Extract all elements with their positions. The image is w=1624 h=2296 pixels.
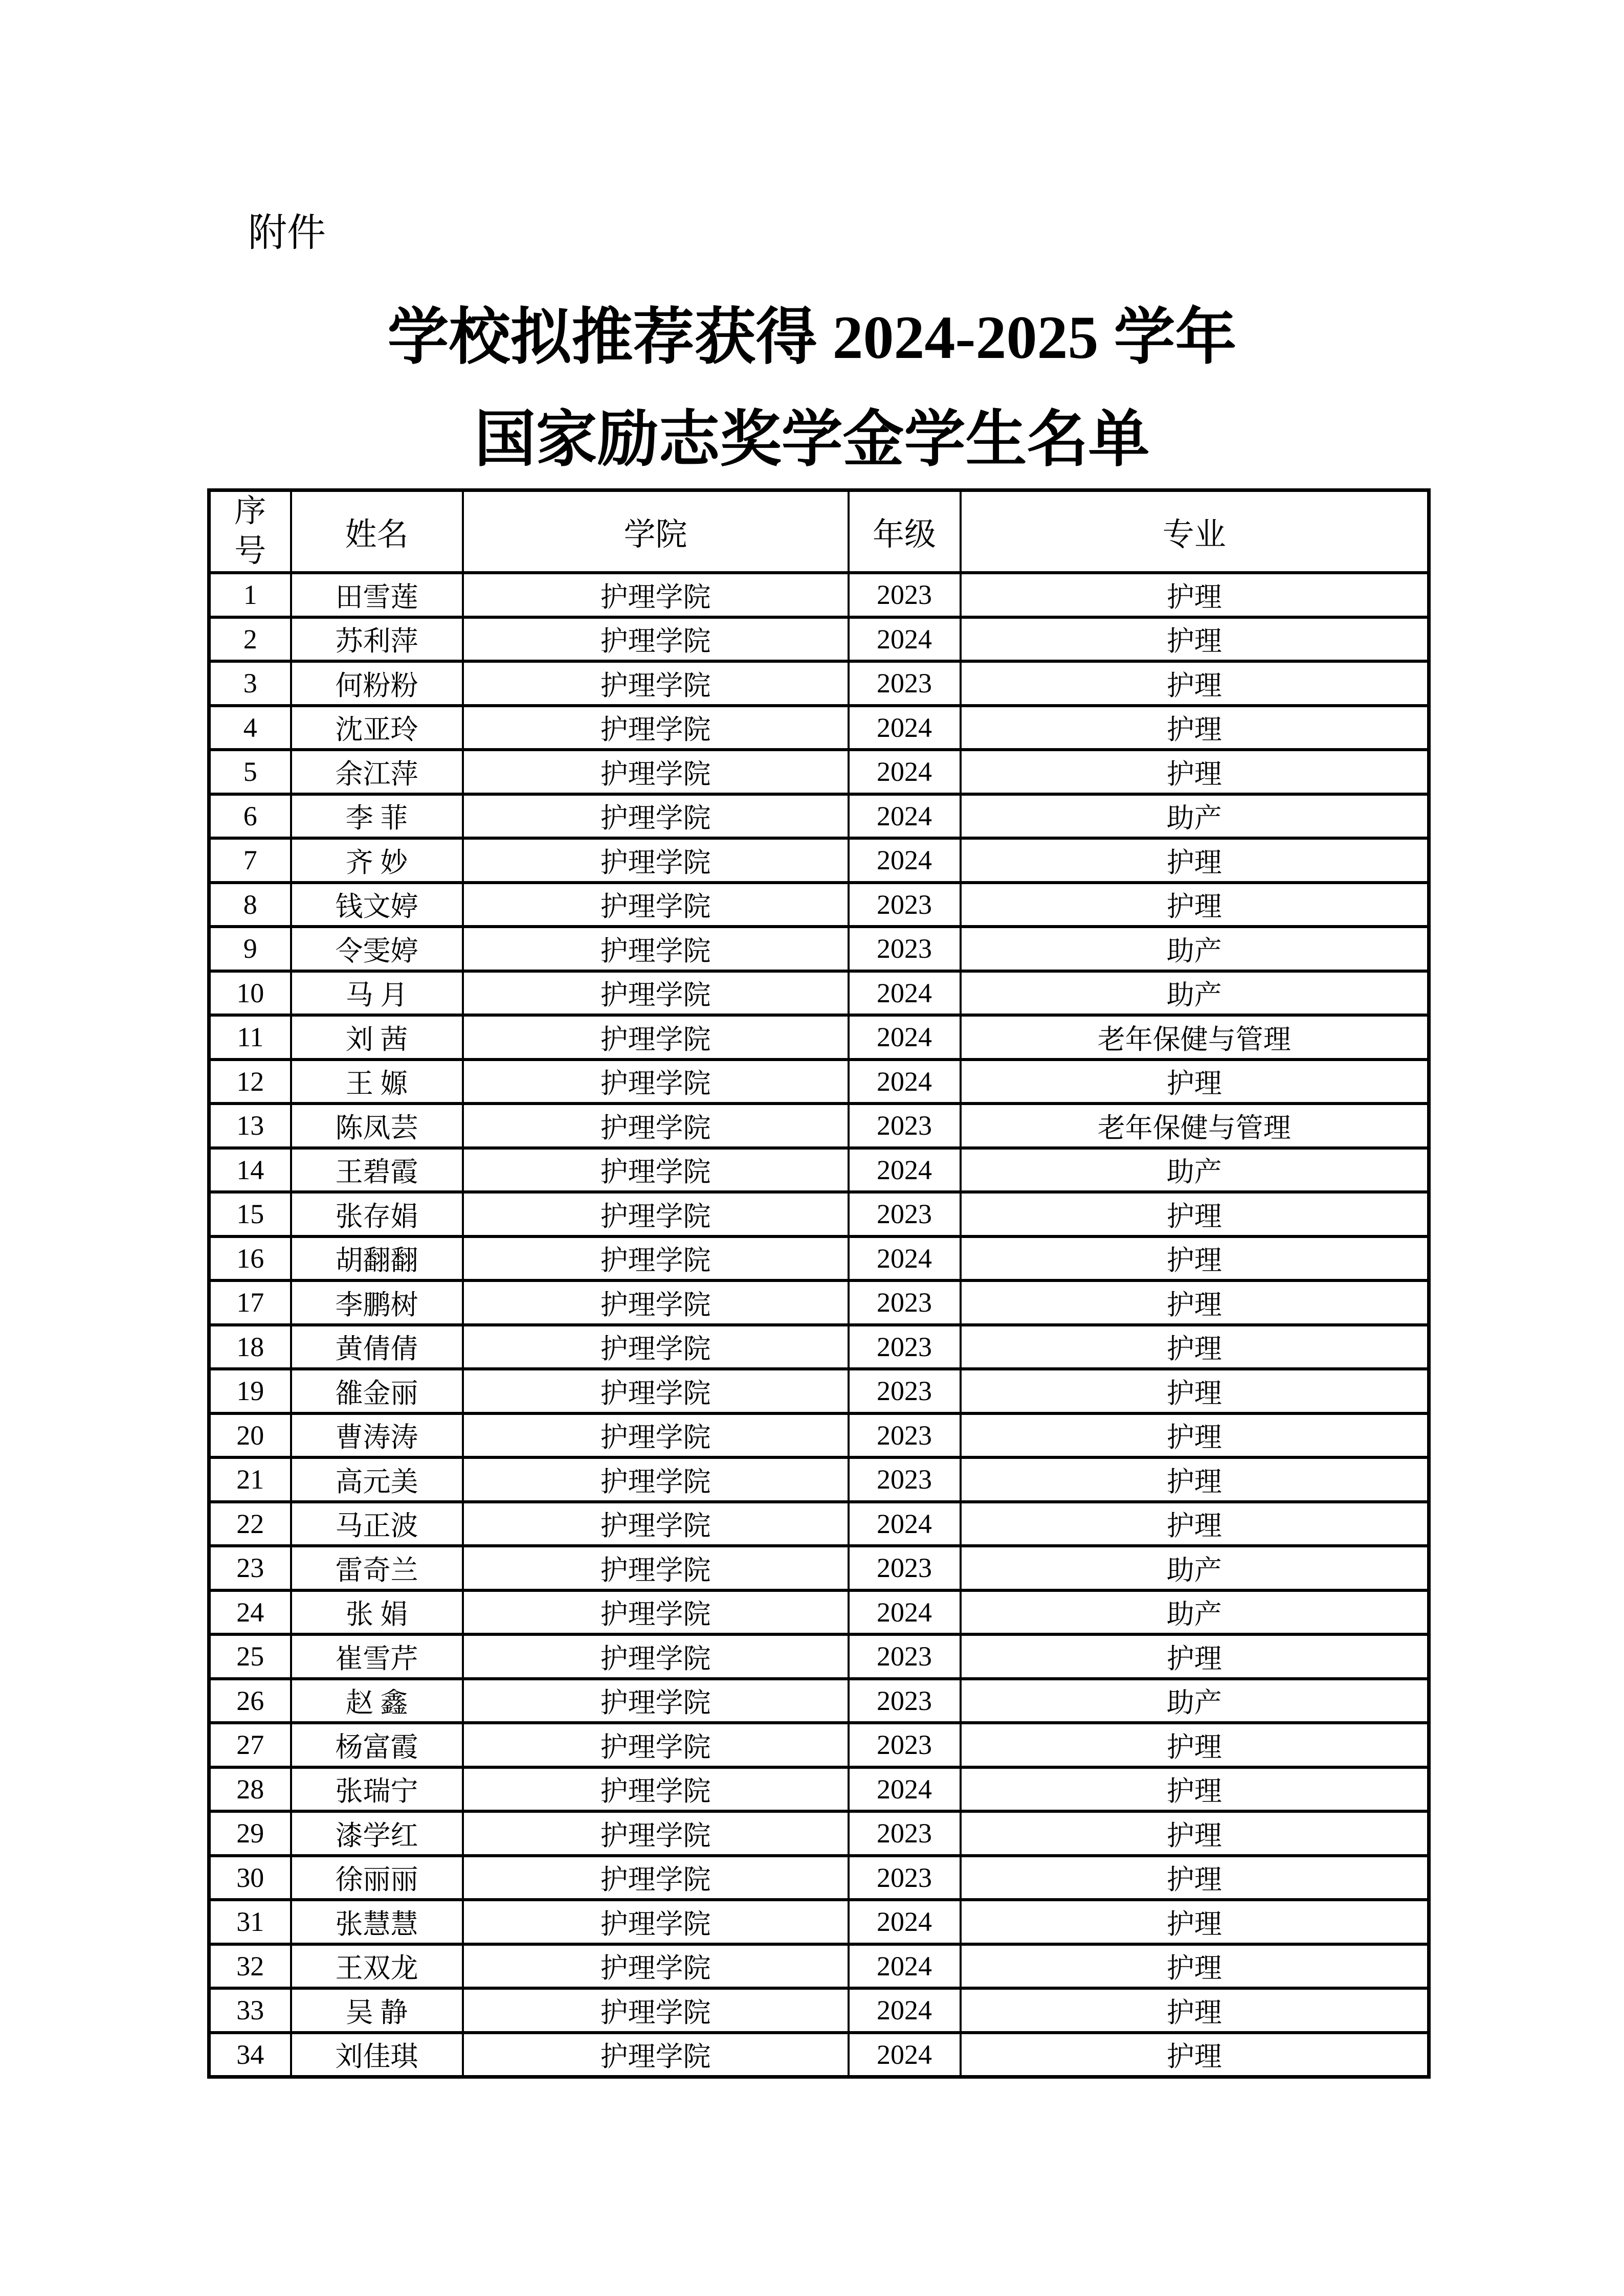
cell-index: 17 — [209, 1280, 291, 1325]
table-row — [209, 1280, 1429, 1325]
cell-college: 护理学院 — [463, 1015, 849, 1060]
cell-grade: 2024 — [849, 1060, 961, 1104]
document-title-line-1: 学校拟推荐获得 2024-2025 学年 — [387, 303, 1237, 371]
cell-name: 雒金丽 — [291, 1369, 463, 1413]
table-row — [209, 1192, 1429, 1236]
cell-grade: 2023 — [849, 1457, 961, 1502]
cell-college: 护理学院 — [463, 750, 849, 794]
cell-college: 护理学院 — [463, 971, 849, 1016]
cell-major: 护理 — [961, 1280, 1429, 1325]
cell-name: 刘佳琪 — [291, 2033, 463, 2077]
cell-major: 护理 — [961, 883, 1429, 927]
cell-index: 19 — [209, 1369, 291, 1413]
cell-grade: 2023 — [849, 927, 961, 971]
table-row — [209, 1148, 1429, 1192]
cell-grade: 2023 — [849, 1413, 961, 1458]
cell-college: 护理学院 — [463, 1280, 849, 1325]
cell-index: 4 — [209, 706, 291, 750]
cell-college: 护理学院 — [463, 1767, 849, 1812]
document-title-line-2: 国家励志奖学金学生名单 — [474, 406, 1150, 474]
cell-name: 李 菲 — [291, 794, 463, 839]
cell-college: 护理学院 — [463, 706, 849, 750]
cell-major: 护理 — [961, 661, 1429, 706]
scholarship-roster-table — [207, 488, 1431, 2079]
cell-index: 11 — [209, 1015, 291, 1060]
col-header-major — [961, 490, 1429, 573]
cell-college: 护理学院 — [463, 838, 849, 883]
cell-college: 护理学院 — [463, 1104, 849, 1148]
cell-name: 张 娟 — [291, 1590, 463, 1635]
table-row — [209, 1104, 1429, 1148]
cell-index: 29 — [209, 1811, 291, 1856]
cell-grade: 2023 — [849, 1325, 961, 1369]
cell-grade: 2023 — [849, 1104, 961, 1148]
cell-index: 33 — [209, 1988, 291, 2033]
cell-major: 护理 — [961, 2033, 1429, 2077]
cell-index: 13 — [209, 1104, 291, 1148]
cell-name: 黄倩倩 — [291, 1325, 463, 1369]
cell-name: 漆学红 — [291, 1811, 463, 1856]
cell-index: 16 — [209, 1236, 291, 1281]
table-row — [209, 1988, 1429, 2033]
cell-name: 钱文婷 — [291, 883, 463, 927]
cell-college: 护理学院 — [463, 1723, 849, 1767]
cell-college: 护理学院 — [463, 927, 849, 971]
col-header-name-label: 姓名 — [345, 517, 409, 552]
cell-index: 5 — [209, 750, 291, 794]
cell-index: 31 — [209, 1900, 291, 1944]
cell-major: 护理 — [961, 1767, 1429, 1812]
table-row — [209, 573, 1429, 617]
cell-major: 助产 — [961, 1546, 1429, 1590]
cell-major: 护理 — [961, 1457, 1429, 1502]
cell-college: 护理学院 — [463, 794, 849, 839]
cell-index: 7 — [209, 838, 291, 883]
cell-grade: 2023 — [849, 1723, 961, 1767]
col-header-name — [291, 490, 463, 573]
cell-college: 护理学院 — [463, 1413, 849, 1458]
cell-college: 护理学院 — [463, 1236, 849, 1281]
cell-index: 27 — [209, 1723, 291, 1767]
cell-major: 护理 — [961, 1634, 1429, 1679]
cell-name: 王 嫄 — [291, 1060, 463, 1104]
cell-name: 刘 茜 — [291, 1015, 463, 1060]
cell-college: 护理学院 — [463, 2033, 849, 2077]
table-row — [209, 706, 1429, 750]
cell-name: 何粉粉 — [291, 661, 463, 706]
cell-major: 助产 — [961, 794, 1429, 839]
cell-major: 助产 — [961, 927, 1429, 971]
roster-body — [209, 573, 1429, 2077]
cell-grade: 2023 — [849, 1546, 961, 1590]
cell-index: 1 — [209, 573, 291, 617]
cell-index: 14 — [209, 1148, 291, 1192]
cell-index: 9 — [209, 927, 291, 971]
cell-college: 护理学院 — [463, 617, 849, 662]
cell-name: 吴 静 — [291, 1988, 463, 2033]
cell-grade: 2024 — [849, 706, 961, 750]
cell-college: 护理学院 — [463, 1988, 849, 2033]
cell-major: 护理 — [961, 1192, 1429, 1236]
cell-grade: 2024 — [849, 1236, 961, 1281]
table-row — [209, 1900, 1429, 1944]
cell-major: 老年保健与管理 — [961, 1104, 1429, 1148]
cell-major: 护理 — [961, 1723, 1429, 1767]
table-row — [209, 1060, 1429, 1104]
cell-name: 徐丽丽 — [291, 1856, 463, 1900]
cell-name: 陈凤芸 — [291, 1104, 463, 1148]
cell-name: 齐 妙 — [291, 838, 463, 883]
cell-grade: 2024 — [849, 1590, 961, 1635]
col-header-major-label: 专业 — [1162, 517, 1226, 552]
col-header-index-label: 序号 — [234, 494, 266, 569]
cell-grade: 2023 — [849, 1634, 961, 1679]
cell-major: 护理 — [961, 1988, 1429, 2033]
col-header-college-label: 学院 — [624, 517, 687, 552]
cell-name: 王双龙 — [291, 1944, 463, 1989]
cell-index: 3 — [209, 661, 291, 706]
cell-college: 护理学院 — [463, 883, 849, 927]
cell-grade: 2023 — [849, 883, 961, 927]
header-row — [209, 490, 1429, 573]
cell-grade: 2024 — [849, 1988, 961, 2033]
cell-college: 护理学院 — [463, 1369, 849, 1413]
cell-major: 护理 — [961, 1369, 1429, 1413]
col-header-college — [463, 490, 849, 573]
col-header-grade-label: 年级 — [872, 517, 936, 552]
cell-grade: 2023 — [849, 1811, 961, 1856]
table-row — [209, 838, 1429, 883]
table-row — [209, 750, 1429, 794]
cell-grade: 2023 — [849, 661, 961, 706]
table-row — [209, 1590, 1429, 1635]
table-row — [209, 794, 1429, 839]
cell-grade: 2024 — [849, 2033, 961, 2077]
cell-name: 张存娟 — [291, 1192, 463, 1236]
cell-grade: 2024 — [849, 750, 961, 794]
cell-grade: 2024 — [849, 1148, 961, 1192]
cell-name: 杨富霞 — [291, 1723, 463, 1767]
table-row — [209, 1236, 1429, 1281]
cell-name: 胡翻翻 — [291, 1236, 463, 1281]
cell-index: 2 — [209, 617, 291, 662]
cell-grade: 2024 — [849, 617, 961, 662]
table-row — [209, 1546, 1429, 1590]
cell-college: 护理学院 — [463, 1634, 849, 1679]
cell-major: 护理 — [961, 573, 1429, 617]
cell-college: 护理学院 — [463, 1944, 849, 1989]
cell-index: 24 — [209, 1590, 291, 1635]
table-row — [209, 1413, 1429, 1458]
table-row — [209, 1015, 1429, 1060]
cell-major: 助产 — [961, 1679, 1429, 1723]
cell-name: 雷奇兰 — [291, 1546, 463, 1590]
cell-index: 8 — [209, 883, 291, 927]
cell-name: 高元美 — [291, 1457, 463, 1502]
cell-major: 老年保健与管理 — [961, 1015, 1429, 1060]
cell-major: 助产 — [961, 971, 1429, 1016]
cell-index: 23 — [209, 1546, 291, 1590]
cell-major: 护理 — [961, 1413, 1429, 1458]
table-row — [209, 927, 1429, 971]
cell-grade: 2023 — [849, 1856, 961, 1900]
col-header-grade — [849, 490, 961, 573]
cell-major: 护理 — [961, 617, 1429, 662]
cell-name: 余江萍 — [291, 750, 463, 794]
attachment-label: 附件 — [248, 211, 326, 255]
table-row — [209, 883, 1429, 927]
table-row — [209, 1457, 1429, 1502]
table-row — [209, 1723, 1429, 1767]
cell-major: 护理 — [961, 1811, 1429, 1856]
cell-index: 32 — [209, 1944, 291, 1989]
cell-index: 10 — [209, 971, 291, 1016]
cell-name: 赵 鑫 — [291, 1679, 463, 1723]
cell-name: 马 月 — [291, 971, 463, 1016]
cell-grade: 2024 — [849, 1944, 961, 1989]
cell-grade: 2024 — [849, 838, 961, 883]
cell-index: 20 — [209, 1413, 291, 1458]
cell-major: 护理 — [961, 706, 1429, 750]
cell-college: 护理学院 — [463, 1502, 849, 1546]
cell-name: 马正波 — [291, 1502, 463, 1546]
table-row — [209, 971, 1429, 1016]
table-row — [209, 2033, 1429, 2077]
cell-college: 护理学院 — [463, 661, 849, 706]
cell-name: 田雪莲 — [291, 573, 463, 617]
cell-college: 护理学院 — [463, 1325, 849, 1369]
cell-name: 曹涛涛 — [291, 1413, 463, 1458]
table-row — [209, 661, 1429, 706]
cell-grade: 2023 — [849, 1369, 961, 1413]
cell-grade: 2023 — [849, 573, 961, 617]
cell-index: 6 — [209, 794, 291, 839]
col-header-index — [209, 490, 291, 573]
cell-major: 护理 — [961, 1856, 1429, 1900]
cell-major: 护理 — [961, 1502, 1429, 1546]
cell-name: 张瑞宁 — [291, 1767, 463, 1812]
cell-index: 25 — [209, 1634, 291, 1679]
cell-index: 21 — [209, 1457, 291, 1502]
cell-college: 护理学院 — [463, 1060, 849, 1104]
cell-grade: 2024 — [849, 971, 961, 1016]
cell-grade: 2024 — [849, 794, 961, 839]
table-row — [209, 1634, 1429, 1679]
cell-major: 护理 — [961, 1944, 1429, 1989]
table-row — [209, 1856, 1429, 1900]
cell-college: 护理学院 — [463, 1148, 849, 1192]
table-row — [209, 1502, 1429, 1546]
table-row — [209, 1811, 1429, 1856]
cell-college: 护理学院 — [463, 1590, 849, 1635]
cell-index: 34 — [209, 2033, 291, 2077]
cell-grade: 2023 — [849, 1192, 961, 1236]
cell-name: 沈亚玲 — [291, 706, 463, 750]
cell-grade: 2024 — [849, 1767, 961, 1812]
cell-major: 护理 — [961, 838, 1429, 883]
cell-college: 护理学院 — [463, 1856, 849, 1900]
cell-major: 助产 — [961, 1590, 1429, 1635]
cell-name: 张慧慧 — [291, 1900, 463, 1944]
cell-college: 护理学院 — [463, 573, 849, 617]
cell-college: 护理学院 — [463, 1546, 849, 1590]
cell-index: 30 — [209, 1856, 291, 1900]
cell-index: 15 — [209, 1192, 291, 1236]
cell-grade: 2023 — [849, 1679, 961, 1723]
cell-major: 护理 — [961, 1060, 1429, 1104]
cell-name: 崔雪芹 — [291, 1634, 463, 1679]
cell-college: 护理学院 — [463, 1900, 849, 1944]
table-row — [209, 1944, 1429, 1989]
cell-name: 王碧霞 — [291, 1148, 463, 1192]
cell-index: 22 — [209, 1502, 291, 1546]
cell-major: 护理 — [961, 1236, 1429, 1281]
cell-major: 护理 — [961, 750, 1429, 794]
cell-name: 苏利萍 — [291, 617, 463, 662]
cell-college: 护理学院 — [463, 1811, 849, 1856]
cell-index: 28 — [209, 1767, 291, 1812]
table-row — [209, 617, 1429, 662]
table-row — [209, 1325, 1429, 1369]
cell-grade: 2024 — [849, 1900, 961, 1944]
cell-college: 护理学院 — [463, 1679, 849, 1723]
cell-college: 护理学院 — [463, 1457, 849, 1502]
cell-major: 护理 — [961, 1325, 1429, 1369]
table-row — [209, 1679, 1429, 1723]
cell-index: 18 — [209, 1325, 291, 1369]
cell-college: 护理学院 — [463, 1192, 849, 1236]
cell-index: 26 — [209, 1679, 291, 1723]
table-row — [209, 1369, 1429, 1413]
cell-index: 12 — [209, 1060, 291, 1104]
cell-name: 令雯婷 — [291, 927, 463, 971]
cell-name: 李鹏树 — [291, 1280, 463, 1325]
table-row — [209, 1767, 1429, 1812]
cell-grade: 2023 — [849, 1280, 961, 1325]
cell-major: 护理 — [961, 1900, 1429, 1944]
cell-grade: 2024 — [849, 1502, 961, 1546]
cell-grade: 2024 — [849, 1015, 961, 1060]
cell-major: 助产 — [961, 1148, 1429, 1192]
